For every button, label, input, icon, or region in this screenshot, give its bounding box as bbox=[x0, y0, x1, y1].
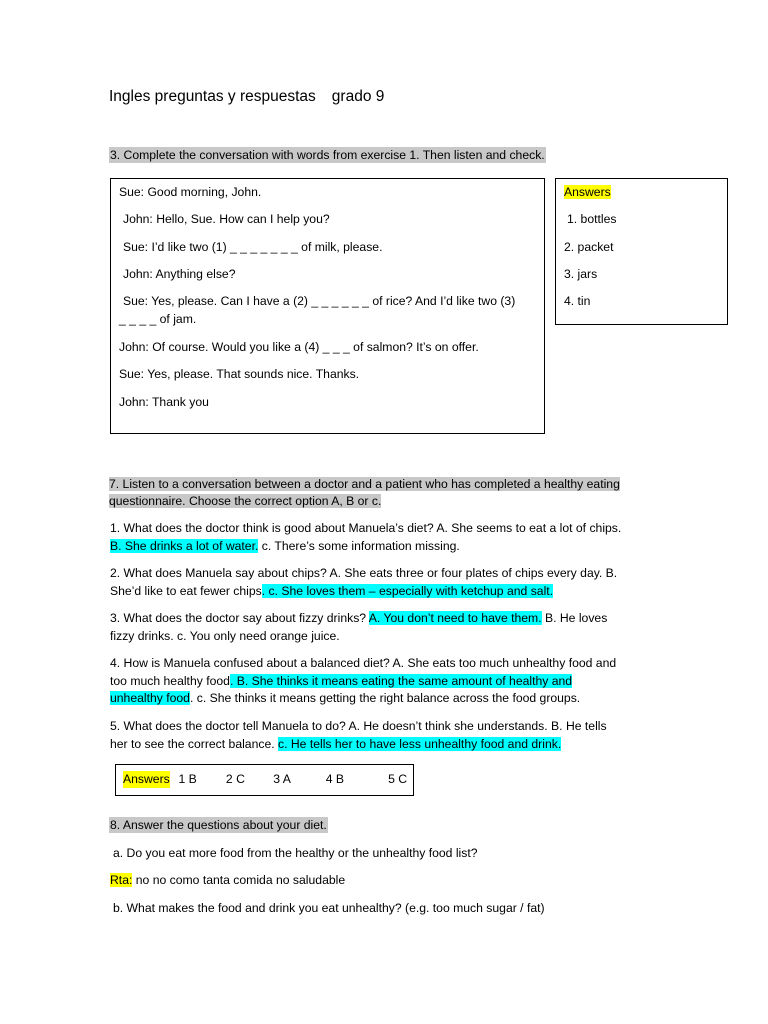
answer-item: 1 B bbox=[178, 772, 197, 786]
grade-text: grado 9 bbox=[331, 88, 385, 105]
correct-answer: unhealthy food bbox=[110, 691, 190, 705]
correct-answer: A. You don’t need to have them. bbox=[368, 611, 542, 625]
answer-item: 2 C bbox=[225, 772, 245, 786]
question-text: fizzy drinks. c. You only need orange juice. bbox=[110, 628, 340, 643]
correct-answer: . c. She loves them – especially with ketchup and salt. bbox=[261, 583, 554, 598]
question-text: B. He loves bbox=[541, 611, 608, 625]
answer-item: 4 B bbox=[325, 772, 344, 786]
question-text: 3. What does the doctor say about fizzy drinks? bbox=[110, 611, 369, 625]
conversation-line: Sue: Good morning, John. bbox=[119, 185, 262, 199]
question-text: 1. What does the doctor think is good about Manuela’s diet? A. She seems to eat a lot of chips. bbox=[110, 521, 622, 535]
question-text: c. There’s some information missing. bbox=[258, 538, 460, 553]
page-title bbox=[109, 88, 384, 106]
answer-rta bbox=[110, 872, 345, 889]
exercise-7-header-line1: 7. Listen to a conversation between a doctor and a patient who has completed a healthy eating bbox=[109, 477, 620, 491]
conversation-line: Sue: Yes, please. That sounds nice. Thanks. bbox=[119, 367, 360, 381]
answers-label: Answers bbox=[123, 772, 170, 786]
question-a: a. Do you eat more food from the healthy or the unhealthy food list? bbox=[113, 846, 478, 860]
answers-label: Answers bbox=[564, 185, 611, 199]
question-text: too much healthy food bbox=[110, 673, 230, 688]
exercise-7-header-line2: questionnaire. Choose the correct option A, B or c. bbox=[109, 494, 382, 508]
question-text: She’d like to eat fewer chips bbox=[110, 583, 262, 598]
question-text: 2. What does Manuela say about chips? A. She eats three or four plates of chips every day. B. bbox=[110, 566, 618, 580]
conversation-line: Sue: I’d like two (1) _ _ _ _ _ _ _ of milk, please. bbox=[123, 240, 383, 254]
question-text: . c. She thinks it means getting the right balance across the food groups. bbox=[189, 691, 581, 705]
answer-item: 2. packet bbox=[564, 240, 614, 254]
question-2 bbox=[110, 565, 670, 600]
conversation-line: John: Hello, Sue. How can I help you? bbox=[123, 212, 330, 226]
question-3 bbox=[110, 610, 670, 645]
rta-text: no no como tanta comida no saludable bbox=[132, 873, 346, 887]
exercise-7-header bbox=[109, 476, 620, 510]
correct-answer: B. She drinks a lot of water. bbox=[110, 538, 259, 553]
answer-item: 3. jars bbox=[564, 267, 598, 281]
conversation-box bbox=[110, 178, 545, 434]
conversation-line: _ _ _ _ of jam. bbox=[119, 312, 197, 326]
question-1 bbox=[110, 520, 670, 555]
correct-answer: . B. She thinks it means eating the same amount of healthy and bbox=[229, 673, 573, 688]
conversation-line: Sue: Yes, please. Can I have a (2) _ _ _ _ _ _ of rice? And I’d like two (3) bbox=[123, 294, 516, 308]
answer-item: 5 C bbox=[388, 772, 408, 786]
conversation-line: John: Of course. Would you like a (4) _ _ _ of salmon? It’s on offer. bbox=[119, 340, 479, 354]
question-text: her to see the correct balance. bbox=[110, 736, 279, 751]
question-text: 5. What does the doctor tell Manuela to do? A. He doesn’t think she understands. B. He tells bbox=[110, 719, 607, 733]
answer-item: 3 A bbox=[273, 772, 291, 786]
question-text: 4. How is Manuela confused about a balanced diet? A. She eats too much unhealthy food and bbox=[110, 656, 617, 670]
exercise-8-header: 8. Answer the questions about your diet. bbox=[110, 818, 327, 832]
answer-item: 4. tin bbox=[564, 294, 591, 308]
answer-item: 1. bottles bbox=[567, 212, 617, 226]
title-text: Ingles preguntas y respuestas bbox=[109, 88, 316, 105]
question-4 bbox=[110, 655, 680, 708]
question-b: b. What makes the food and drink you eat unhealthy? (e.g. too much sugar / fat) bbox=[113, 901, 545, 915]
exercise-7-answers-box bbox=[115, 764, 414, 796]
answers-box bbox=[555, 178, 728, 325]
exercise-3-header: 3. Complete the conversation with words from exercise 1. Then listen and check. bbox=[110, 148, 545, 162]
question-5 bbox=[110, 718, 670, 753]
correct-answer: c. He tells her to have less unhealthy food and drink. bbox=[278, 736, 562, 751]
rta-label: Rta: bbox=[110, 873, 133, 887]
conversation-line: John: Thank you bbox=[119, 395, 209, 409]
conversation-line: John: Anything else? bbox=[123, 267, 236, 281]
